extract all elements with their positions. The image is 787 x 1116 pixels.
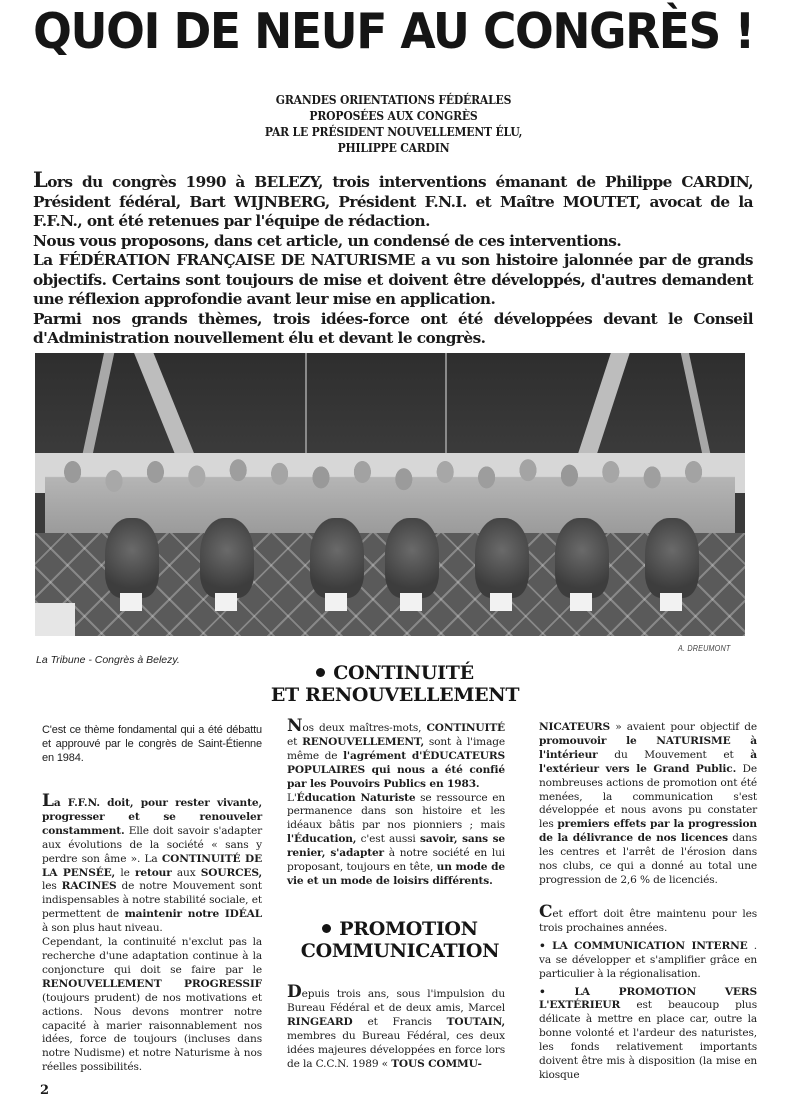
flower-pot bbox=[215, 593, 237, 611]
photo-caption: La Tribune - Congrès à Belezy. bbox=[36, 654, 180, 666]
subtitle-line: PAR LE PRÉSIDENT NOUVELLEMENT ÉLU, bbox=[264, 125, 523, 139]
flower-pot bbox=[35, 603, 75, 636]
subtitle bbox=[39, 92, 747, 156]
bullet-icon bbox=[316, 668, 325, 677]
drop-cap: C bbox=[539, 902, 553, 922]
drop-cap: D bbox=[287, 982, 302, 1002]
body-paragraph: L'Éducation Naturiste se ressource en permanence dans son histoire et les idéaux bâtis par nos pionniers ; mais l'Éducation, c'est aussi savoir, sans se renier, s'adapter à notre société en lui proposant, toujours en tête, un mode de vie et un mode de loisirs différents. bbox=[287, 791, 506, 887]
section-heading-promotion: PROMOTION COMMUNICATION bbox=[300, 918, 500, 962]
body-paragraph: NICATEURS » avaient pour objectif de promouvoir le NATURISME à l'intérieur du Mouvement et à l'extérieur vers le Grand Public. De nombreuses actions de promotion ont été menées, la communication s'est développée et nous avons pu constater les premiers effets par la progression de la délivrance de nos licences dans les centres et l'arrêt de l'érosion dans nos clubs, ce qui a donné au total une progression de 2,6 % de licenciés. bbox=[539, 721, 757, 886]
flower-pot bbox=[325, 593, 347, 611]
intro-paragraph: Lors du congrès 1990 à BELEZY, trois interventions émanant de Philippe CARDIN, Président fédéral, Bart WIJNBERG, Président F.N.I. et Maître MOUTET, avocat de la F.F.N., ont été retenues par l'équipe de rédaction. bbox=[33, 167, 753, 230]
subtitle-line: PHILIPPE CARDIN bbox=[337, 141, 450, 155]
body-paragraph: Cependant, la continuité n'exclut pas la recherche d'une adaptation continue à la conjoncture qui doit se faire par le RENOUVELLEMENT PROGRESSIF (toujours prudent) de nos motivations et actions. Nous devons montrer notre capacité à marier raisonnablement nos idées, force de toujours (incluses dans notre Nudisme) et notre Naturisme à nos réelles possibilités. bbox=[42, 936, 262, 1074]
page-title: QUOI DE NEUF AU CONGRÈS ! bbox=[33, 3, 754, 60]
flower-pot bbox=[570, 593, 592, 611]
bullet-icon bbox=[322, 924, 331, 933]
column-3-body bbox=[539, 721, 757, 888]
subtitle-line: PROPOSÉES AUX CONGRÈS bbox=[309, 109, 478, 123]
subtitle-line: GRANDES ORIENTATIONS FÉDÉRALES bbox=[275, 93, 512, 107]
congress-members bbox=[45, 445, 735, 535]
flower-pot bbox=[490, 593, 512, 611]
intro-paragraph: Nous vous proposons, dans cet article, un condensé de ces interventions. bbox=[33, 231, 622, 250]
flower-plant bbox=[105, 518, 159, 598]
flower-plant bbox=[475, 518, 529, 598]
column-1-lead bbox=[42, 724, 262, 766]
body-paragraph: Depuis trois ans, sous l'impulsion du Bureau Fédéral et de deux amis, Marcel RINGEARD et Francis TOUTAIN, membres du Bureau Fédéral, ces deux idées majeures développées en force lors de la C.C.N. 1989 « TOUS COMMU- bbox=[287, 982, 505, 1070]
body-paragraph: Nos deux maîtres-mots, CONTINUITÉ et RENOUVELLEMENT, sont à l'image même de l'agrément d'ÉDUCATEURS POPULAIRES qui nous a été confié par les Pouvoirs Publics en 1983. bbox=[287, 716, 505, 790]
column-2-body bbox=[287, 716, 506, 889]
body-paragraph: La F.F.N. doit, pour rester vivante, progresser et se renouveler constamment. Elle doit savoir s'adapter aux évolutions de la société « sans y perdre son âme ». La CONTINUITÉ DE LA PENSÉE, le retour aux SOURCES, les RACINES de notre Mouvement sont indispensables à notre stabilité sociale, et permettent de maintenir notre IDÉAL à son plus haut niveau. bbox=[42, 791, 263, 935]
tribune-photo bbox=[35, 353, 745, 636]
section-heading-continuite: CONTINUITÉ ET RENOUVELLEMENT bbox=[270, 662, 520, 706]
flower-plant bbox=[645, 518, 699, 598]
drop-cap: L bbox=[33, 167, 48, 192]
bullet-paragraph: • LA COMMUNICATION INTERNE . va se développer et s'amplifier grâce en particulier à la régionalisation. bbox=[539, 939, 758, 980]
intro-paragraph: Parmi nos grands thèmes, trois idées-force ont été développées devant le Conseil d'Administration nouvellement élu et devant le congrès. bbox=[33, 309, 753, 347]
intro-paragraph: La FÉDÉRATION FRANÇAISE DE NATURISME a vu son histoire jalonnée par de grands objectifs. Certains sont toujours de mise et doivent être développés, d'autres demandent une réflexion approfondie avant leur mise en application. bbox=[33, 251, 753, 308]
column-2-promotion bbox=[287, 982, 505, 1071]
column-3-effort bbox=[539, 902, 758, 1083]
drop-cap: L bbox=[42, 791, 54, 811]
page-number: 2 bbox=[40, 1083, 50, 1098]
body-paragraph: Cet effort doit être maintenu pour les trois prochaines années. bbox=[539, 902, 757, 934]
lead-paragraph: C'est ce thème fondamental qui a été débattu et approuvé par le congrès de Saint-Étienne en 1984. bbox=[42, 724, 262, 764]
flower-plant bbox=[200, 518, 254, 598]
bullet-paragraph: • LA PROMOTION VERS L'EXTÉRIEUR est beaucoup plus délicate à mettre en place car, outre la bonne volonté et l'ardeur des naturistes, les fonds relativement importants doivent être mis à disposition (la mise en kiosque bbox=[539, 985, 757, 1081]
flower-pot bbox=[660, 593, 682, 611]
column-1-body bbox=[42, 791, 263, 1075]
flower-plant bbox=[310, 518, 364, 598]
intro-text bbox=[33, 167, 753, 349]
tent-seam bbox=[305, 353, 307, 453]
flower-pot bbox=[400, 593, 422, 611]
flower-pot bbox=[120, 593, 142, 611]
photo-credit: A. DREUMONT bbox=[678, 643, 731, 653]
tent-seam bbox=[445, 353, 447, 453]
drop-cap: N bbox=[287, 716, 303, 736]
flower-plant bbox=[555, 518, 609, 598]
flower-plant bbox=[385, 518, 439, 598]
